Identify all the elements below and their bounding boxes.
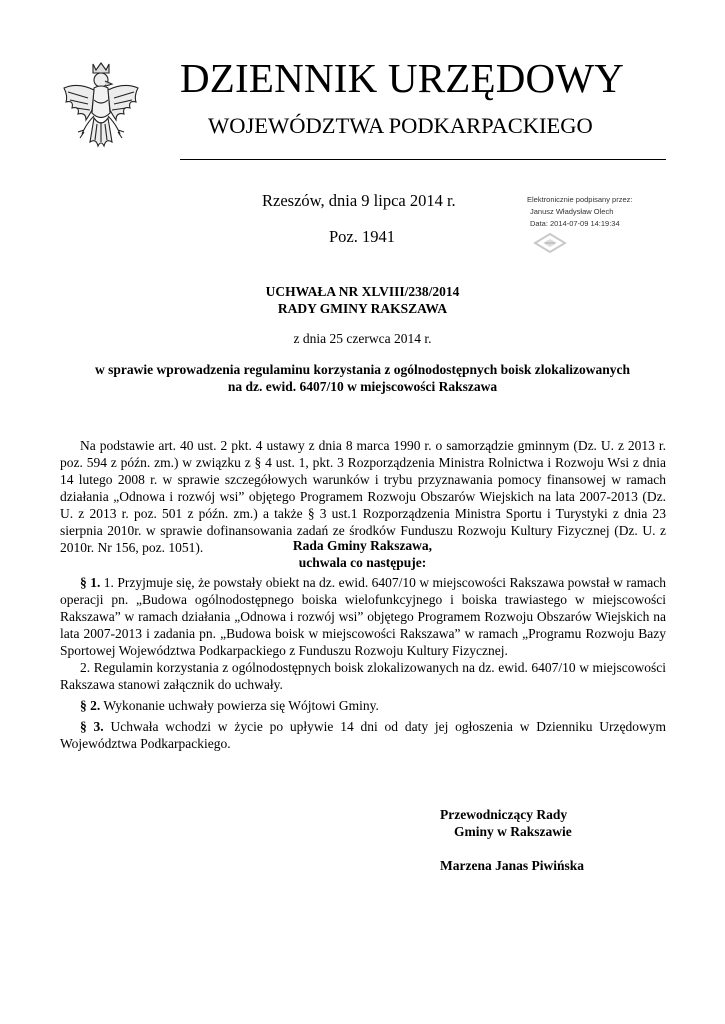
section-2-text: Wykonanie uchwały powierza się Wójtowi Gminy. (100, 698, 379, 713)
section-1 (60, 574, 666, 659)
position-number: Poz. 1941 (329, 227, 395, 246)
council-resolves-heading (60, 537, 665, 571)
section-3-text: Uchwała wchodzi w życie po upływie 14 dni od daty jej ogłoszenia w Dzienniku Urzędowym Województwa Podkarpackiego. (60, 719, 667, 751)
preamble-text: Na podstawie art. 40 ust. 2 pkt. 4 ustawy z dnia 8 marca 1990 r. o samorządzie gminnym (Dz. U. z 2013 r. poz. 594 z późn. zm.) w związku z § 4 ust. 1, pkt. 3 Rozporządzenia Ministra Rolnictwa i Rozwoju Wsi z dnia 14 lutego 2008 r. w sprawie szczegółowych warunków i trybu przyznawania pomocy finansowej w ramach działania „Odnowa i rozwój wsi” objętego Programem Rozwoju Obszarów Wiejskich na lata 2007-2013 (Dz. U. z 2013 r. poz. 501 z późn. zm.) a także § 3 ust.1 Rozporządzenia Ministra Sportu i Turystyki z dnia 23 sierpnia 2010r. w sprawie dofinansowania zadań ze środków Funduszu Rozwoju Kultury Fizycznej (Dz. U. z 2010r. Nr 156, poz. 1051). (60, 438, 666, 555)
esign-date: Data: 2014-07-09 14:19:34 (530, 219, 620, 228)
masthead-divider (180, 159, 666, 160)
journal-title: DZIENNIK URZĘDOWY (180, 55, 625, 101)
signatory-role: Przewodniczący Rady (440, 807, 568, 822)
esign-signer-name: Janusz Władysław Olech (530, 207, 614, 216)
place-and-date: Rzeszów, dnia 9 lipca 2014 r. (262, 191, 456, 210)
signature-block (440, 806, 600, 874)
journal-subtitle: WOJEWÓDZTWA PODKARPACKIEGO (208, 113, 593, 138)
act-subject-line2: na dz. ewid. 6407/10 w miejscowości Rakszawa (227, 379, 498, 394)
act-title (60, 283, 665, 317)
act-issuer: RADY GMINY RAKSZAWA (277, 301, 448, 316)
act-date: z dnia 25 czerwca 2014 r. (293, 331, 432, 346)
esign-signed-by-label: Elektronicznie podpisany przez: (527, 195, 633, 204)
act-number: UCHWAŁA NR XLVIII/238/2014 (265, 284, 460, 299)
section-1-point-2 (60, 659, 666, 693)
section-3 (60, 718, 666, 752)
signatory-name: Marzena Janas Piwińska (440, 858, 585, 873)
section-1-point-2-text: 2. Regulamin korzystania z ogólnodostępnych boisk zlokalizowanych na dz. ewid. 6407/10 w miejscowości Rakszawa stanowi załącznik do uchwały. (60, 660, 666, 692)
signatory-council: Gminy w Rakszawie (454, 824, 572, 839)
section-2 (60, 697, 666, 714)
section-1-label: § 1. (80, 575, 101, 590)
electronic-signature-block (527, 194, 632, 230)
act-subject (60, 361, 665, 395)
council-resolves: uchwala co następuje: (298, 555, 427, 570)
section-2-label: § 2. (80, 698, 101, 713)
council-name: Rada Gminy Rakszawa, (292, 538, 433, 553)
act-subject-line1: w sprawie wprowadzenia regulaminu korzystania z ogólnodostępnych boisk zlokalizowanych (94, 362, 631, 377)
signature-verified-icon (531, 232, 569, 254)
section-1-text: 1. Przyjmuje się, że powstały obiekt na dz. ewid. 6407/10 w miejscowości Rakszawa powstał w ramach operacji pn. „Budowa ogólnodostępnego boiska wielofunkcyjnego i boiska trawiastego w miejscowości Rakszawa” w ramach działania „Odnowa i rozwój wsi” objętego Programem Rozwoju Obszarów Wiejskich na lata 2007-2013 i zadania pn. „Budowa boisk w miejscowości Rakszawa” w ramach „Programu Rozwoju Bazy Sportowej Województwa Podkarpackiego z Funduszu Rozwoju Kultury Fizycznej. (60, 575, 667, 658)
section-3-label: § 3. (80, 719, 104, 734)
polish-eagle-emblem-icon (60, 58, 142, 166)
